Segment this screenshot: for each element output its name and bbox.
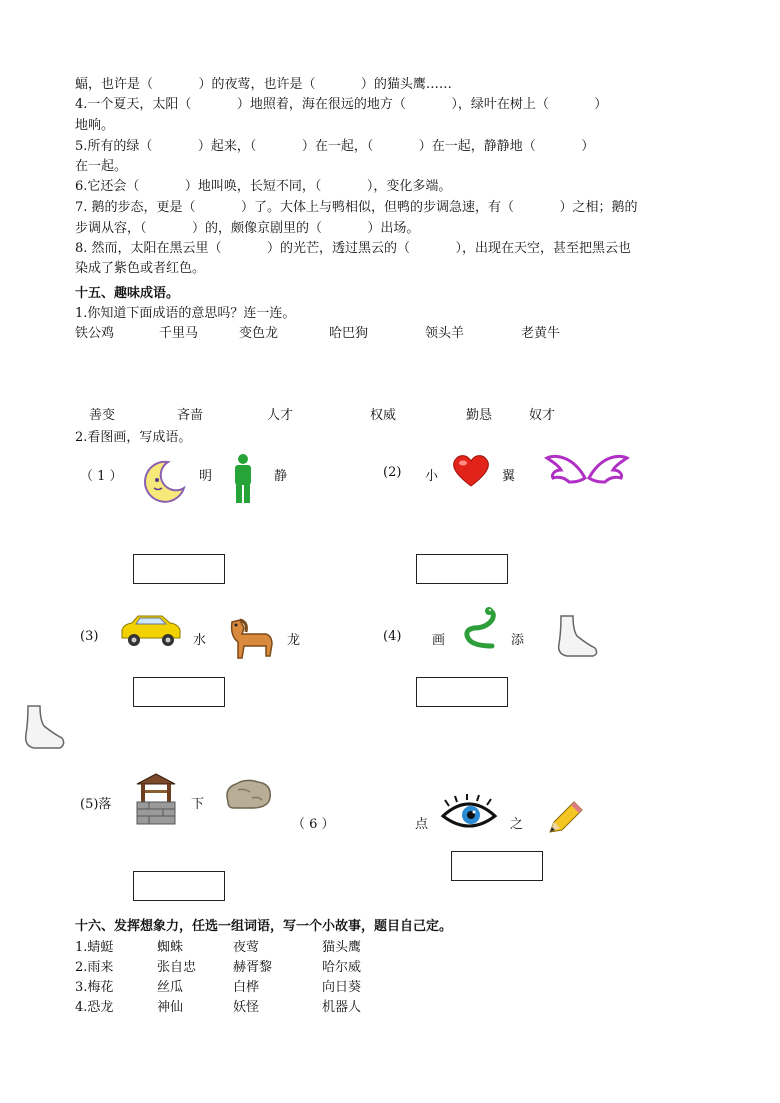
answer-box-4[interactable] xyxy=(416,677,508,707)
horse-icon xyxy=(226,616,276,662)
group-word: 哈尔威 xyxy=(322,960,362,975)
picture-2-char-2: 翼 xyxy=(502,469,516,484)
fill-line-1: 蝠，也许是（ ）的夜莺，也许是（ ）的猫头鹰…… xyxy=(75,77,452,92)
meaning-word[interactable]: 权威 xyxy=(370,408,397,423)
idiom-word[interactable]: 变色龙 xyxy=(239,326,279,341)
picture-1-number: （ 1 ） xyxy=(80,469,123,484)
picture-6-number: （ 6 ） xyxy=(292,817,335,832)
idiom-word[interactable]: 铁公鸡 xyxy=(75,326,115,341)
picture-2-char-1: 小 xyxy=(425,469,439,484)
car-icon xyxy=(118,612,182,648)
idiom-word[interactable]: 哈巴狗 xyxy=(329,326,369,341)
group-word: 猫头鹰 xyxy=(322,940,362,955)
section-15-q2: 2.看图画，写成语。 xyxy=(75,430,192,445)
fill-line-2: 4.一个夏天，太阳（ ）地照着，海在很远的地方（ ），绿叶在树上（ ） xyxy=(75,97,608,112)
group-word: 神仙 xyxy=(157,1000,184,1015)
group-word: 妖怪 xyxy=(233,1000,260,1015)
group-word: 蜘蛛 xyxy=(157,940,184,955)
group-word: 1.蜻蜓 xyxy=(75,940,114,955)
idiom-word[interactable]: 老黄牛 xyxy=(521,326,561,341)
section-15-q1: 1.你知道下面成语的意思吗？连一连。 xyxy=(75,306,296,321)
fill-line-8: 步调从容，（ ）的，颇像京剧里的（ ）出场。 xyxy=(75,221,420,236)
picture-3-number: (3) xyxy=(80,629,99,644)
picture-1-char-2: 静 xyxy=(274,469,288,484)
picture-2-number: (2) xyxy=(383,465,402,480)
picture-4-char-2: 添 xyxy=(511,633,525,648)
group-word: 2.雨来 xyxy=(75,960,114,975)
group-word: 机器人 xyxy=(322,1000,362,1015)
picture-6-char-1: 点 xyxy=(415,817,429,832)
meaning-word[interactable]: 人才 xyxy=(267,408,294,423)
idiom-word[interactable]: 千里马 xyxy=(159,326,199,341)
heart-icon xyxy=(451,452,491,488)
picture-4-number: (4) xyxy=(383,629,402,644)
fill-line-4: 5.所有的绿（ ）起来，（ ）在一起，（ ）在一起，静静地（ ） xyxy=(75,139,595,154)
group-word: 夜莺 xyxy=(233,940,260,955)
foot-icon xyxy=(553,614,599,658)
picture-4-char-1: 画 xyxy=(432,633,446,648)
answer-box-6[interactable] xyxy=(451,851,543,881)
answer-box-5[interactable] xyxy=(133,871,225,901)
eye-icon xyxy=(441,796,497,832)
well-icon xyxy=(133,772,179,826)
meaning-word[interactable]: 勤恳 xyxy=(466,408,493,423)
answer-box-3[interactable] xyxy=(133,677,225,707)
meaning-word[interactable]: 吝啬 xyxy=(177,408,204,423)
fill-line-3: 地响。 xyxy=(75,118,115,133)
section-15-title: 十五、趣味成语。 xyxy=(75,286,180,301)
group-word: 3.梅花 xyxy=(75,980,114,995)
pencil-icon xyxy=(546,800,584,836)
foot-icon xyxy=(20,704,66,750)
picture-5-char-1: 下 xyxy=(191,797,205,812)
fill-line-9: 8. 然而，太阳在黑云里（ ）的光芒，透过黑云的（ ），出现在天空，甚至把黑云也 xyxy=(75,241,631,256)
person-icon xyxy=(230,453,256,505)
stone-icon xyxy=(222,776,274,812)
picture-6-char-2: 之 xyxy=(510,817,524,832)
meaning-word[interactable]: 善变 xyxy=(89,408,116,423)
picture-3-char-1: 水 xyxy=(193,633,207,648)
picture-1-char-1: 明 xyxy=(199,469,213,484)
group-word: 4.恐龙 xyxy=(75,1000,114,1015)
fill-line-6: 6.它还会（ ）地叫唤，长短不同，（ ），变化多端。 xyxy=(75,179,452,194)
group-word: 向日葵 xyxy=(322,980,362,995)
moon-icon xyxy=(140,458,186,504)
idiom-word[interactable]: 领头羊 xyxy=(425,326,465,341)
group-word: 张自忠 xyxy=(157,960,197,975)
fill-line-5: 在一起。 xyxy=(75,159,128,174)
group-word: 白桦 xyxy=(233,980,260,995)
section-16-title: 十六、发挥想象力，任选一组词语，写一个小故事，题目自己定。 xyxy=(75,919,453,934)
snake-icon xyxy=(460,606,500,650)
fill-line-10: 染成了紫色或者红色。 xyxy=(75,261,206,276)
wings-icon xyxy=(545,452,629,488)
picture-5-number: (5)落 xyxy=(80,797,112,812)
fill-line-7: 7. 鹅的步态，更是（ ）了。大体上与鸭相似，但鸭的步调急速，有（ ）之相；鹅的 xyxy=(75,200,638,215)
picture-3-char-2: 龙 xyxy=(287,633,301,648)
meaning-word[interactable]: 奴才 xyxy=(529,408,556,423)
answer-box-1[interactable] xyxy=(133,554,225,584)
group-word: 赫胥黎 xyxy=(233,960,273,975)
group-word: 丝瓜 xyxy=(157,980,184,995)
answer-box-2[interactable] xyxy=(416,554,508,584)
